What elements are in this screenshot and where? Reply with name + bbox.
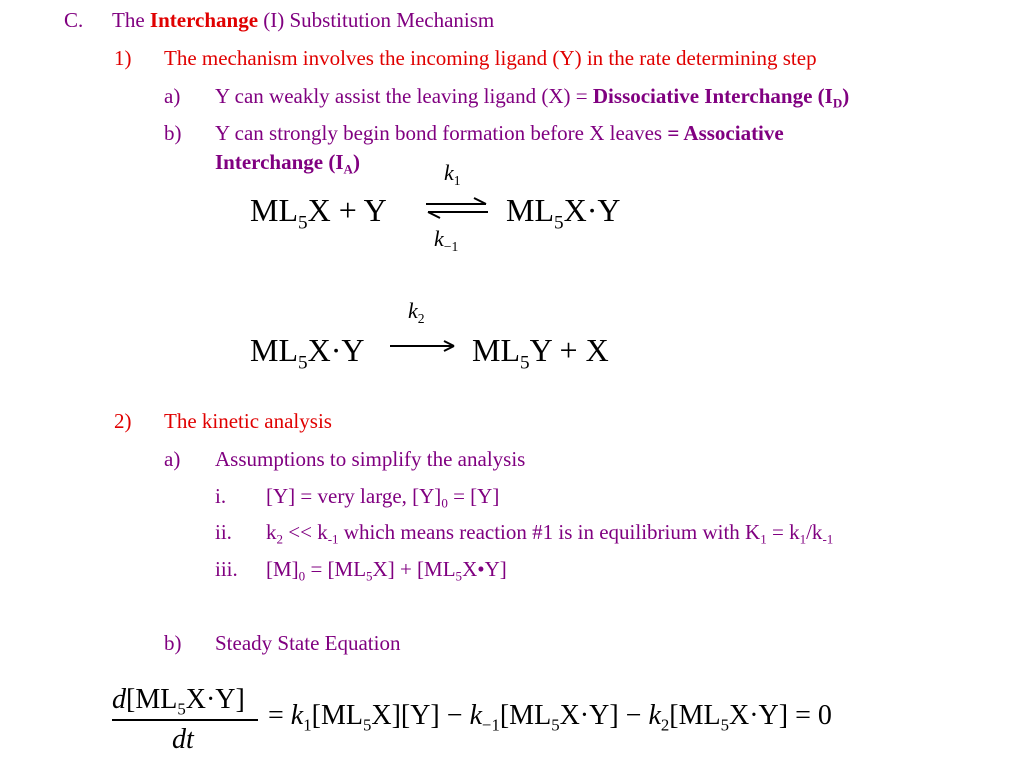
assumption-iii-text: $[M]_0 = [ML_5X]$ + $[ML_5X•Y]$ [266, 557, 507, 584]
item2b-text: Steady State Equation [215, 631, 401, 655]
forward-arrow-icon [388, 338, 458, 354]
associative-interchange: = Associative [667, 121, 784, 145]
reaction1-left: $ML_5X + Y$ [250, 192, 387, 234]
assumption-ii-text: $k_2 << k_{-1}$ which means reaction #1 is in equilibrium with $K_1 = k_1/k_{-1}$ [266, 520, 834, 547]
k2-label: $k_2$ [408, 298, 425, 326]
item2a-text: Assumptions to simplify the analysis [215, 447, 526, 471]
section-label: C. [64, 8, 84, 32]
section-title: The Interchange (I) Substitution Mechanism [112, 8, 495, 32]
item1-text: The mechanism involves the incoming ligand (Y) in the rate determining step [164, 46, 817, 70]
dissociative-interchange: Dissociative Interchange (I [592, 84, 833, 108]
item1a-label: a) [164, 84, 181, 108]
item2-text: The kinetic analysis [164, 409, 332, 433]
item1-number: 1) [114, 46, 132, 70]
reaction2-left: $ML_5X\cdot Y$ [250, 332, 365, 374]
k-minus1-label: $k_{-1}$ [434, 226, 459, 254]
item1b-text: Y can strongly begin bond formation before X leaves = Associative [215, 121, 784, 145]
assumption-ii-label: ii. [215, 520, 232, 544]
assumption-iii-label: iii. [215, 557, 238, 581]
assumption-i-text: [Y] = very large, $[Y]_0 = [Y]$ [266, 484, 500, 511]
reaction1-right: $ML_5X\cdot Y$ [506, 192, 621, 234]
item1a-text: Y can weakly assist the leaving ligand (X) = Dissociative Interchange $(I_D)$ [215, 84, 850, 111]
equation-denominator: dt [172, 724, 194, 755]
item1b-line2: Interchange $(I_A)$ [215, 150, 360, 177]
item1b-label: b) [164, 121, 182, 145]
k1-label: $k_1$ [444, 160, 461, 188]
assumption-i-label: i. [215, 484, 227, 508]
equilibrium-arrows-icon [424, 196, 490, 220]
item2-number: 2) [114, 409, 132, 433]
section-title-bold: Interchange [149, 8, 259, 32]
item2b-label: b) [164, 631, 182, 655]
equation-rhs: = $k_1[ML_5X][Y] - k_{-1}[ML_5X\cdot Y] - k_2[ML_5X\cdot Y] = 0$ [268, 700, 832, 735]
equation-numerator: $d[ML_5X\cdot Y]$ [112, 684, 245, 719]
fraction-bar [112, 719, 258, 721]
reaction2-right: $ML_5Y + X$ [472, 332, 609, 374]
item2a-label: a) [164, 447, 181, 471]
